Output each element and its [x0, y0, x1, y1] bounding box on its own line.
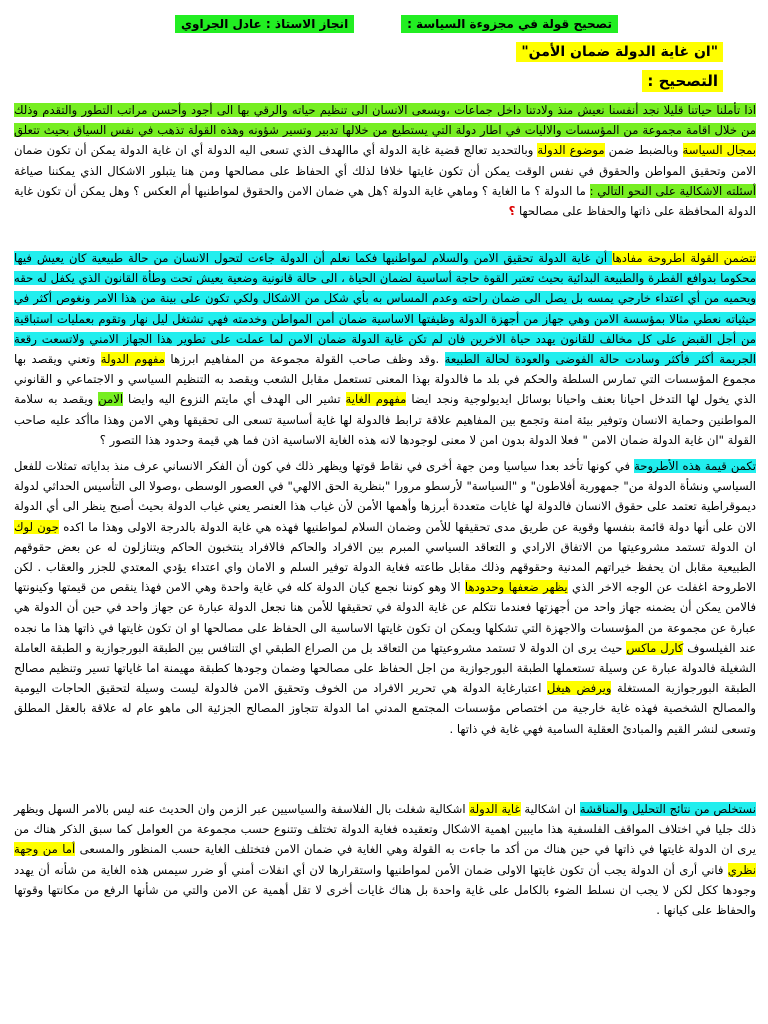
concept-state: مفهوم الدولة [100, 352, 165, 367]
philosopher-locke: جون لوك [14, 519, 59, 534]
introduction-paragraph [14, 100, 756, 221]
discussion-text-4: حيث يرى ان الدولة لا تستمد مشروعيتها من التعاقد بل من الصراع الطبقي اي التنافس بين الطبقة البورجوازية و الطبقة العاملة الشغيلة فالدولة عبارة عن وسيلة تستعملها الطبقة البورجوازية من اجل الحفاظ على مصالحها وضمان وجودها كطبقة مهيمنة اما غاياتها تسير وتنظيم مصالح الطبقة البورجوازية المستغلة [14, 640, 757, 696]
discussion-text-2: ان الدولة تستمد مشروعيتها من الاتفاق الارادي و التعاقد السياسي المبرم بين الافراد والحاكم فالافراد ينتخبون الحاكم ويتنازلون له عن بعض حقوقهم الطبيعية مقابل ان يحفظ خيراتهم المدنية وحقوقهم وذلك مقابل طاعته فغاية الدولة توفير السلم و الامان واي اعتداء يؤدي المعتدي للجزر والعقاب . لكن الاطروحة اغفلت عن الوجه الاخر الذي [14, 539, 757, 595]
problem-questions-label: أسئلته الاشكالية على النحو التالي : [589, 183, 756, 198]
conclusion-label: نستخلص من نتائج التحليل والمناقشة [579, 802, 756, 816]
state-goal-term: غاية الدولة [469, 802, 521, 816]
philosopher-hegel: ويرفض هيغل [546, 681, 612, 696]
personal-view-label: أما من وجهة نظري [14, 842, 756, 877]
limits-label: يظهر ضعفها وحدودها [464, 580, 568, 595]
discussion-text-3: الا وهو كوننا نجمع كيان الدولة كله في غاية واحدة وهي الامن فهذا ينقص من قيمتها وكينونتها فالامن يمكن أن يضمنه جهاز واحد من أجهزتها فعندما نتكلم عن غاية الدولة في تحقيقها للأمن هنا نجعل الدولة عبارة عن جهاز واحد في حين أن الدولة هي عبارة عن مجموعة من المؤسسات والاجهزة التي تشكلها ويمكن ان تكون غايتها الاساسية الى الحفاظ على مصالحها او ان تكون غايتها في ذاتها هذا ما نجده عند الفيلسوف [14, 580, 756, 655]
discussion-paragraph [14, 456, 756, 739]
topic-state: موضوع الدولة [537, 143, 605, 158]
thesis-text-3: وتعني ويقصد بها مجموع المؤسسات التي تمارس السلطة والحكم في بلد ما فالدولة بهذا المعنى تستعمل مقابل الشعب ويقصد به التنظيم السياسي و الاجتماعي و القانوني الذي يخول لها التدخل احيانا بعنف واحيانا بوسائل ايديولوجية ونجد ايضا [14, 352, 756, 407]
intro-highlight: اذا تأملنا حياتنا قليلا نجد أنفسنا نعيش منذ ولادتنا داخل جماعات ،ويسعى الانسان الى تنظيم حياته والرقي بها الى أجود وأحسن مراتب التطور والتقدم وذلك من خلال اقامة مجموعة من المؤسسات والاليات في اطار دولة التي يستطيع من خلالها تدبير وتسير شؤونه [14, 103, 756, 138]
document-title: "ان غاية الدولة ضمان الأمن" [516, 42, 723, 62]
concept-security: الامن [98, 392, 124, 407]
concept-goal: مفهوم الغاية [345, 392, 407, 407]
header-author: انجاز الاستاذ : عادل الجراوي [175, 15, 354, 33]
value-label: تكمن قيمة هذه الأطروحة [634, 459, 756, 473]
question-mark: ؟ [508, 204, 516, 219]
question-2: ما الغاية ؟ [481, 183, 535, 198]
discussion-text-5: اعتبارغاية الدولة هي تحرير الافراد من الخوف وتحقيق الامن فالدولة ليست وسيلة لتحقيق الحاجات اليومية والمصالح الشخصية فهذه غاية خارجية من اختصاص مؤسسات المجتمع المدني اما الدولة تتجاوز المصالح الجزئية الى ماهو عام له علاقة بالعقل المطلق وتسعى لنشر القيم والمبادئ العقلية السامية فهي غاية في ذاتها . [14, 681, 756, 736]
intro-text-2: وهذه القولة تذهب في نفس السياق بحيث تتعلق [14, 123, 249, 138]
thesis-highlight: أن غاية الدولة تحقيق الامن والسلام لمواطنيها فكما نعلم أن الدولة جاءت لتحول الانسان من حالة طبيعية كان يعيش فيها محكوما بدوافع الفطرة والطبيعة البدائية بحيث تعتبر القوة حاجة أساسية لضمان الحياة ، الى حالة قانونية وضعية يعيش تحت وطأة القانون الذي يكفل له حقه ويحميه من أي اعتداء خارجي يمسه بل يصل الى ضمان راحته وعدم المساس به بأي شكل من الاشكال ولكي تكون على بينة من هذا الامر ونغوص أكثر في حيثياته نعطي مثالا بمؤسسة الامن وهي جهاز من أجهزة الدولة وظيفتها الاساسية ضمان أمن المواطن وخدمته فهي تشتغل ليل نهار وتقوم بعمليات استباقية من أجل القبض على كل مخالف للقانون يهدد حياة الاخرين فان لم تكن غاية الدولة ضمان الامن لما عملت على تطوير هذا الجهاز الامني ولاتسعت رقعة الجريمة أكثر فأكثر وسادت حالة الفوضى والعودة لحالة الطبيعة [14, 251, 756, 367]
thesis-paragraph [14, 248, 756, 450]
thesis-text-4: تشير الى الهدف أي مايتم النزوع اليه وايضا [123, 392, 346, 407]
conclusion-text-3: فاني أرى أن الدولة يجب أن تكون غايتها الاولى ضمان الأمن لمواطنيها واستقرارها لان أي انفلات أمني أو ضرر سيمس هذه الغاية من شأنه أن يهدد وجودها ككل لكن لا يجب ان نسلط الضوء بالكامل على غاية واحدة بل هناك غايات أخرى لا تقل أهمية عن الامن والتي من شأنها الرفع من مكانتها وقوتها والحفاظ على كيانها . [14, 862, 756, 918]
thesis-text-5: ويقصد به سلامة المواطنين وحماية الانسان وتوفير بيئة امنة وتجمع بين المفاهيم علاقة ترابط فالدولة لها غاية أساسية تسعى الى تحقيقها وهي الامن وهذا ماأكد عليه صاحب القولة "ان غاية الدولة ضمان الامن " فعلا الدولة بدون امن لا معنى لوجودها لانه هذه الغاية الاساسية اذن فما هي قيمة وحدود هذا التصور ؟ [14, 392, 756, 447]
section-heading: التصحيح : [642, 70, 723, 92]
conclusion-text-1: ان اشكالية [520, 802, 580, 816]
philosopher-marx: كارل ماكس [626, 640, 684, 655]
intro-text-4: وبالتحديد تعالج قضية غاية الدولة أي ماالهدف الذي تسعى اليه الدولة أي ان غاية الدولة يمكن أن تكون ضمان الامن وتحقيق المواطن والحقوق في نفس الوقت يمكن أن تكون غايتها خلافا لذلك أي الحفاظ على مصالحها ومن هنا يتبلور الاشكال الذي يمكننا صياغة [14, 143, 756, 178]
header-title: تصحيح قولة في مجزوءة السياسة : [401, 15, 618, 33]
discussion-text-1: في كونها تأخد بعدا سياسيا ومن جهة أخرى في نقاط قوتها ويظهر ذلك في كون أن الفكر الانساني عرف منذ بداياته تمثلات للفعل السياسي ونشأة الدولة من" جمهورية أفلاطون" و "السياسة" لأرسطو مرورا "بنظرية الحق الالهي" في العصور الوسطى ،وصولا الى التأسيس الحداثي لدولة ديموقراطية تعتمد على حقوق الانسان فالدولة لها غايات متعددة أبرزها وأهمها الأمن لأن غياب هذا العنصر يعني غياب الدولة بحيث أصبح ينظر الى أي الدولة الان على أنها دولة قائمة بنفسها وقوية عن طريق مدى تحقيقها للأمن وضمان السلام لمواطنيها فهذه هي غاية الدولة بالدرجة الاولى وهذا ما اكده [14, 459, 756, 534]
thesis-label: تتضمن القولة اطروحة مفادها [612, 251, 756, 265]
conclusion-text-2: اشكالية شغلت بال الفلاسفة والسياسيين عبر الزمن وان الحديث عنه ليس بالامر السهل ويظهر ذلك جليا في اختلاف المواقف الفلسفية هذا مايبين اهمية الاشكال وتعقيده فغاية الدولة تختلف وتتنوع حسب مجموعة من العوامل كما سبق الذكر هناك من يرى ان الدولة غايتها في ذاتها في حين هناك من أكد ما جاءت به القولة وهي الغاية في ضمان الامن فتختلف الغاية حسب المنظور والمسعى [14, 802, 756, 857]
intro-text-3: وبالضبط ضمن [604, 143, 683, 158]
thesis-text-2: .وقد وظف صاحب القولة مجموعة من المفاهيم ابرزها [165, 352, 445, 367]
question-1: ما الدولة ؟ [534, 183, 590, 198]
conclusion-paragraph [14, 799, 756, 920]
intro-text-5: وماهي غاية الدولة ؟هل هي ضمان الامن والحقوق لمواطنيها أم العكس ؟ وهل يمكن أن تكون غاية الدولة المحافظة على ذاتها والحفاظ على مصالحها [14, 183, 756, 219]
field-politics: بمجال السياسة [682, 143, 756, 158]
